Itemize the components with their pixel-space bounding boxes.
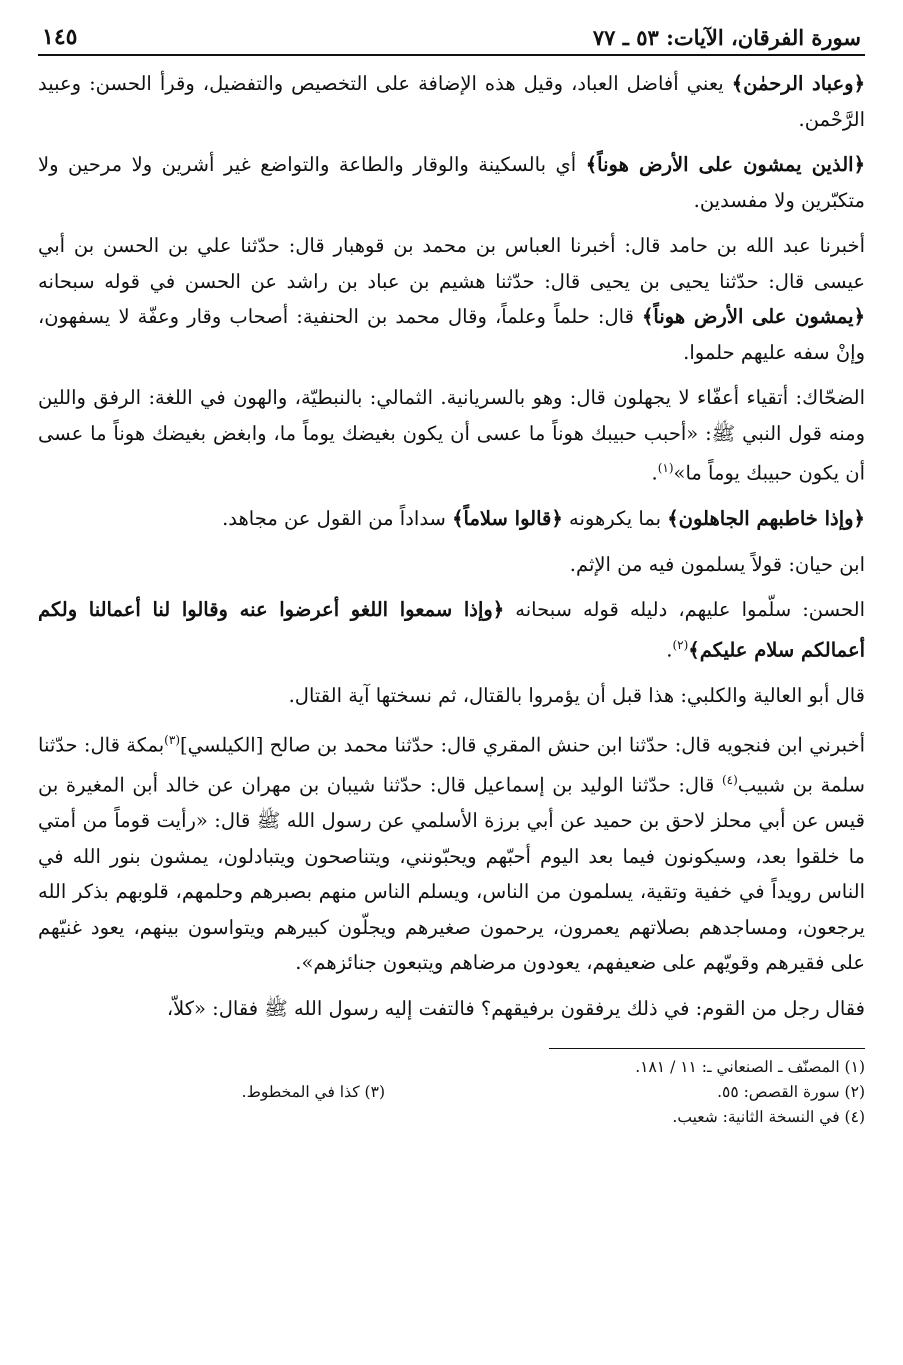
- running-header: [38, 16, 865, 50]
- quran-quote: ﴿الذين يمشون على الأرض هوناً﴾: [585, 153, 865, 176]
- paragraph: [38, 678, 865, 714]
- main-text: [38, 66, 865, 1026]
- quran-quote: ﴿وإذا خاطبهم الجاهلون﴾: [667, 507, 865, 530]
- paragraph: [38, 991, 865, 1027]
- paragraph: [38, 147, 865, 218]
- quran-quote: ﴿يمشون على الأرض هوناً﴾: [642, 305, 866, 328]
- footnote-3: (٣) كذا في المخطوط.: [241, 1083, 385, 1101]
- footnote-ref: (٢): [672, 637, 689, 652]
- text-run: أي بالسكينة والوقار والطاعة والتواضع غير أشرين ولا مرحين ولا متكبّرين ولا مفسدين.: [38, 153, 865, 212]
- footnotes: [38, 1055, 865, 1130]
- text-run: قال: حلماً وعلماً، وقال محمد بن الحنفية: أصحاب وقار وعفّة لا يسفهون، وإنْ سفه عليهم حلموا.: [38, 305, 865, 364]
- text-run: فقال رجل من القوم: في ذلك يرفقون برفيقهم؟ فالتفت إليه رسول الله ﷺ فقال: «كلاّ،: [166, 996, 865, 1020]
- header-rule: [38, 54, 865, 56]
- text-run: .: [666, 638, 673, 661]
- text-run: أخبرنا عبد الله بن حامد قال: أخبرنا العباس بن محمد بن قوهبار قال: حدّثنا علي بن الحسن بن أبي عيسى قال: حدّثنا يحيى بن يحيى قال: حدّثنا هشيم بن عباد بن راشد عن الحسن في قوله سبحانه: [38, 234, 865, 293]
- footnote-4: (٤) في النسخة الثانية: شعيب.: [672, 1108, 865, 1126]
- paragraph: [38, 547, 865, 583]
- footnote-2: (٢) سورة القصص: ٥٥.: [717, 1083, 865, 1101]
- paragraph: [38, 723, 865, 981]
- footnote-rule: [549, 1048, 865, 1049]
- running-title: سورة الفرقان، الآيات: ٥٣ ـ ٧٧: [592, 25, 861, 50]
- paragraph: [38, 66, 865, 137]
- footnote-ref: (٤): [721, 773, 738, 787]
- quran-quote: ﴿وإذا سمعوا اللغو أعرضوا عنه وقالوا لنا أعمالنا ولكم أعمالكم سلام عليكم﴾: [38, 598, 865, 661]
- paragraph: [38, 380, 865, 491]
- paragraph: [38, 228, 865, 370]
- page-number: ١٤٥: [42, 24, 78, 50]
- text-run: بمكة قال: حدّثنا سلمة بن شبيب: [38, 733, 865, 797]
- text-run: .: [651, 461, 658, 485]
- text-run: الضحّاك: أتقياء أعفّاء لا يجهلون قال: وهو بالسريانية. الثمالي: بالنبطيّة، والهون في اللغة: الرفق واللين ومنه قول النبي ﷺ: «أحبب حبيبك هوناً ما عسى أن يكون بغيضك يوماً ما، وابغض بغيضك هوناً ما عسى أن يكون حبيبك يوماً ما»: [38, 386, 865, 485]
- text-run: أخبرني ابن فنجويه قال: حدّثنا ابن حنش المقري قال: حدّثنا محمد بن صالح [الكيلسي]: [180, 733, 865, 757]
- quran-quote: ﴿وعباد الرحمٰن﴾: [731, 72, 865, 95]
- paragraph: [38, 501, 865, 537]
- text-run: سداداً من القول عن مجاهد.: [222, 507, 453, 530]
- footnote-ref: (١): [657, 461, 674, 475]
- text-run: قال أبو العالية والكلبي: هذا قبل أن يؤمروا بالقتال، ثم نسختها آية القتال.: [288, 683, 865, 707]
- footnote-1: (١) المصنّف ـ الصنعاني ـ: ١١ / ١٨١.: [635, 1058, 865, 1076]
- footnote-ref: (٣): [164, 733, 180, 747]
- text-run: قال: حدّثنا الوليد بن إسماعيل قال: حدّثنا شيبان بن مهران عن خالد أبن المغيرة بن قيس عن أبي محلز لاحق بن حميد عن أبي برزة الأسلمي عن رسول الله ﷺ قال: «رأيت قوماً من أمتي ما خلقوا بعد، وسيكونون فيما بعد اليوم أحبّهم ويحبّونني، ويتناصحون ويتبادلون، يمشون بنور الله في الناس رويداً في خفية وتقية، يسلمون من الناس، ويسلم الناس منهم بصبرهم وحلمهم، قلوبهم بذكر الله يرجعون، ومساجدهم بصلاتهم يعمرون، يرحمون صغيرهم ويجلّون كبيرهم ويتواسون بينهم، يعود غنيّهم على فقيرهم وقويّهم على ضعيفهم، يعودون مرضاهم ويتبعون جنائزهم».: [38, 773, 865, 974]
- text-run: يعني أفاضل العباد، وقيل هذه الإضافة على التخصيص والتفضيل، وقرأ الحسن: وعبيد الرَّحْمن.: [38, 72, 865, 131]
- quran-quote: ﴿قالوا سلاماً﴾: [452, 507, 563, 530]
- text-run: بما يكرهونه: [562, 507, 668, 530]
- text-run: ابن حيان: قولاً يسلمون فيه من الإثم.: [569, 552, 865, 576]
- text-run: الحسن: سلّموا عليهم، دليله قوله سبحانه: [504, 598, 865, 621]
- paragraph: [38, 592, 865, 668]
